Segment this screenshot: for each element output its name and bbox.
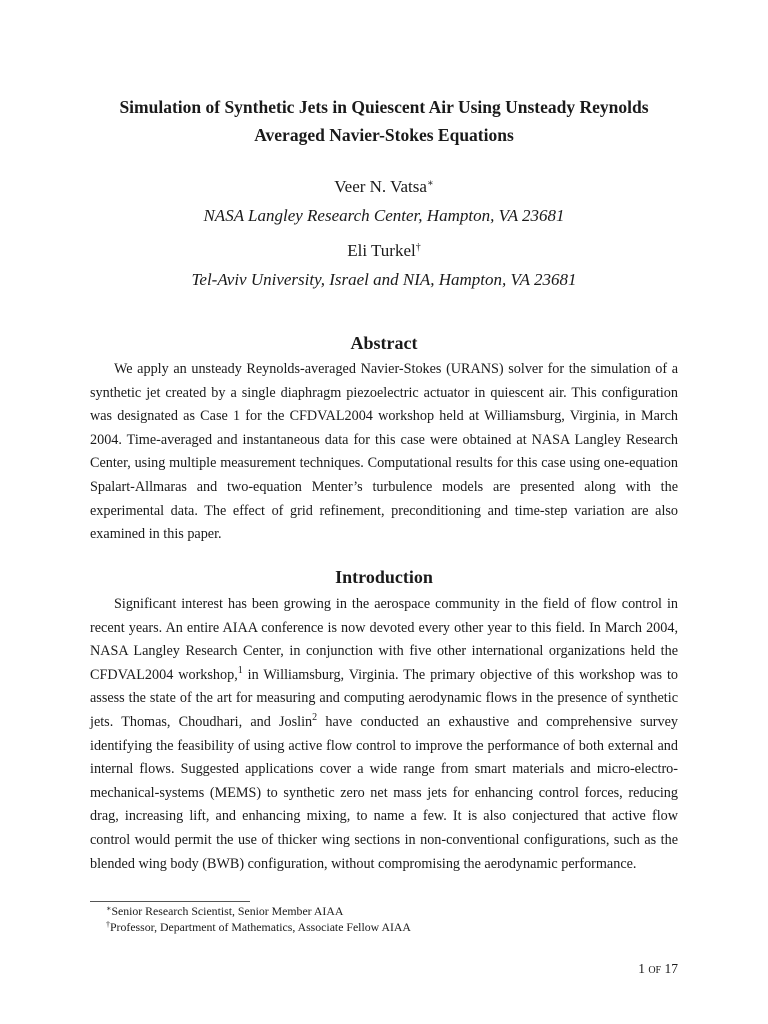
author-2-affiliation: Tel-Aviv University, Israel and NIA, Hampton, VA 23681 bbox=[191, 270, 577, 289]
title-line-2: Averaged Navier-Stokes Equations bbox=[254, 125, 514, 145]
author-1-affiliation: NASA Langley Research Center, Hampton, VA 23681 bbox=[203, 206, 565, 225]
intro-text-part-2: in Williamsburg, Virginia. The primary objective of this workshop was to assess the state of the art for measuring and computing aerodynamic flows in the presence of synthetic jets. Thomas, Choudhari, and Joslin bbox=[90, 666, 678, 730]
abstract-heading: Abstract bbox=[350, 333, 418, 353]
author-2-name: Eli Turkel bbox=[347, 241, 416, 260]
citation-2: 2 bbox=[312, 711, 318, 723]
footnote-1-text: Senior Research Scientist, Senior Member AIAA bbox=[111, 904, 344, 918]
page-of-label: OF bbox=[648, 965, 662, 976]
page-current: 1 bbox=[638, 961, 645, 976]
footnote-1 bbox=[106, 903, 343, 919]
author-1-name: Veer N. Vatsa bbox=[334, 177, 427, 196]
footnote-1-mark: ∗ bbox=[106, 904, 112, 913]
intro-text-part-3: have conducted an exhaustive and comprehensive survey identifying the feasibility of using active flow control to improve the performance of both external and internal flows. Suggested applications cover a wide range from smart materials and micro-electro-mechanical-systems (MEMS) to synthetic zero net mass jets for enhancing control forces, reducing drag, increasing lift, and enhancing mixing, to name a few. It is also conjectured that active flow control would permit the use of thicker wing sections in non-conventional configurations, such as the blended wing body (BWB) configuration, without compromising the aerodynamic performance. bbox=[90, 713, 678, 872]
paper-title bbox=[60, 93, 708, 149]
author-1 bbox=[60, 176, 708, 198]
footnote-rule bbox=[90, 901, 250, 902]
author-2 bbox=[60, 240, 708, 262]
page-number bbox=[638, 961, 678, 977]
abstract-text: We apply an unsteady Reynolds-averaged Navier-Stokes (URANS) solver for the simulation of a synthetic jet created by a single diaphragm piezoelectric actuator in quiescent air. This configuration was designated as Case 1 for the CFDVAL2004 workshop held at Williamsburg, Virginia, in March 2004. Time-averaged and instantaneous data for this case were obtained at NASA Langley Research Center, using multiple measurement techniques. Computational results for this case using one-equation Spalart-Allmaras and two-equation Menter’s turbulence models are presented along with the experimental data. The effect of grid refinement, preconditioning and time-step variation are also examined in this paper. bbox=[90, 361, 678, 543]
intro-text-part-1: Significant interest has been growing in the aerospace community in the field of flow control in recent years. An entire AIAA conference is now devoted every other year to this field. In March 2004, NASA Langley Research Center, in conjunction with five other international organizations held the CFDVAL2004 workshop, bbox=[90, 596, 678, 683]
citation-1: 1 bbox=[237, 664, 243, 676]
footnote-2-mark: † bbox=[106, 920, 110, 929]
introduction-text bbox=[90, 593, 678, 876]
title-line-1: Simulation of Synthetic Jets in Quiescent Air Using Unsteady Reynolds bbox=[119, 97, 649, 117]
page-total: 17 bbox=[664, 961, 678, 976]
footnote-2 bbox=[106, 919, 411, 935]
author-2-mark: † bbox=[415, 242, 421, 253]
introduction-heading: Introduction bbox=[335, 567, 433, 587]
author-1-mark: ∗ bbox=[426, 178, 434, 189]
footnote-2-text: Professor, Department of Mathematics, Associate Fellow AIAA bbox=[110, 920, 411, 934]
